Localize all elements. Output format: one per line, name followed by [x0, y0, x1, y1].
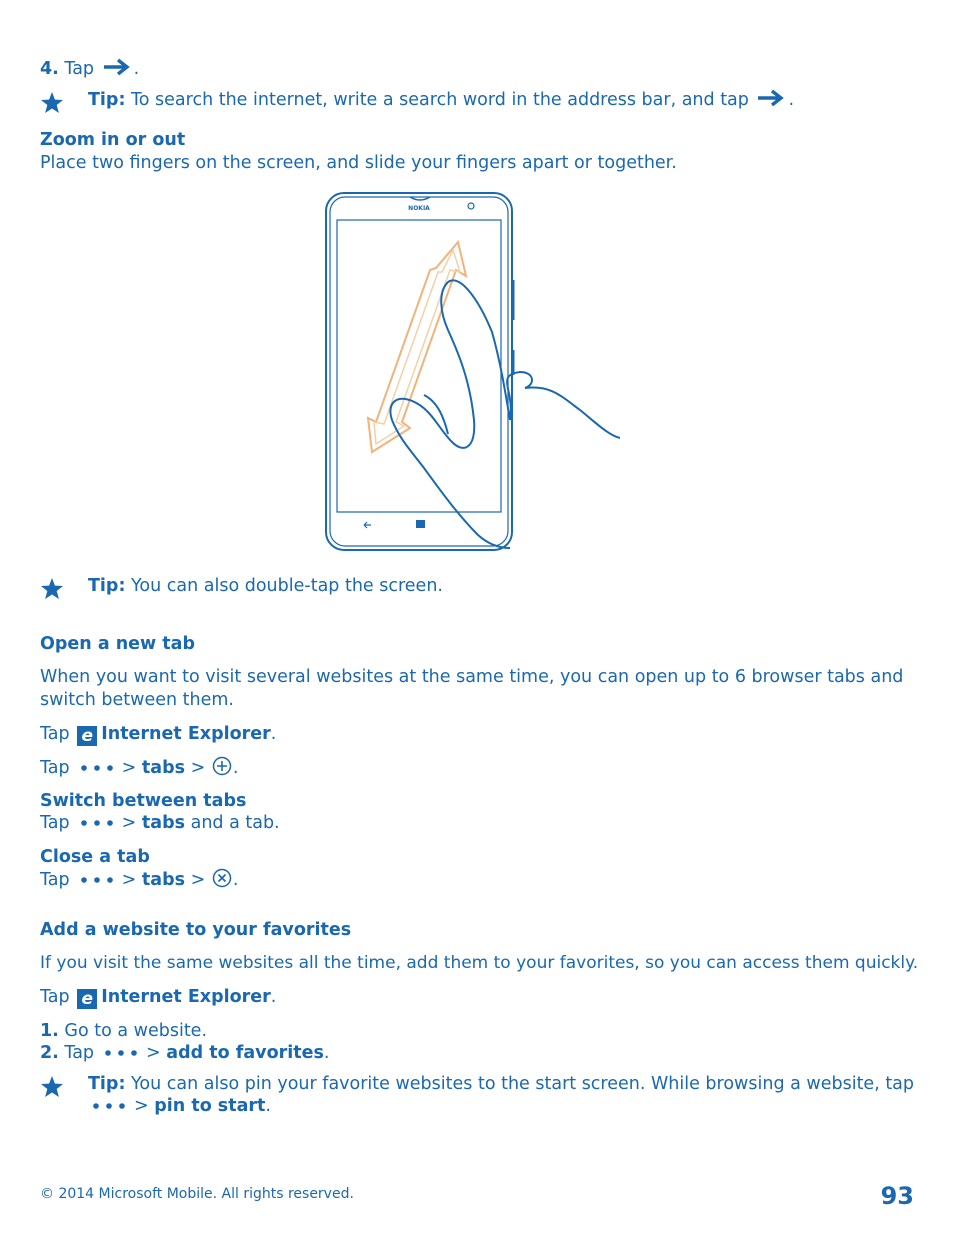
tip-text: To search the internet, write a search word in the address bar, and tap — [131, 90, 749, 110]
close-step: Tap > tabs > . — [40, 870, 239, 890]
pinch-arrow — [368, 242, 466, 452]
heading-zoom: Zoom in or out — [40, 130, 186, 150]
internet-explorer-label: Internet Explorer — [101, 724, 271, 744]
tabs-link: tabs — [141, 813, 186, 833]
internet-explorer-label: Internet Explorer — [101, 987, 271, 1007]
switch-step: Tap > tabs and a tab. — [40, 813, 280, 833]
heading-switch-tabs: Switch between tabs — [40, 791, 247, 811]
tabs-link: tabs — [141, 870, 186, 890]
newtab-step-add-tab: Tap > tabs > . — [40, 758, 239, 778]
star-icon — [40, 1075, 64, 1099]
tip-pin-to-start — [88, 1073, 914, 1095]
tabs-link: tabs — [141, 758, 186, 778]
internet-explorer-icon: e — [77, 726, 97, 746]
tip-search: Tip: To search the internet, write a search word in the address bar, and tap . — [88, 90, 795, 110]
heading-close-tab: Close a tab — [40, 847, 150, 867]
tip-double-tap — [88, 575, 443, 597]
tip-label: Tip: — [88, 1074, 126, 1094]
copyright: © 2014 Microsoft Mobile. All rights reserved. — [40, 1186, 354, 1202]
fav-step-1: 1. Go to a website. — [40, 1021, 208, 1041]
step-text: Tap — [64, 59, 95, 79]
tip-text: You can also double-tap the screen. — [131, 576, 443, 596]
fav-step-2: 2. Tap > add to favorites. — [40, 1043, 330, 1063]
more-dots-icon — [80, 819, 114, 827]
tip-pin-to-start-line2: > pin to start. — [88, 1095, 271, 1117]
newtab-step-open-ie: Tap e Internet Explorer. — [40, 724, 277, 746]
zoom-text: Place two fingers on the screen, and slide your fingers apart or together. — [40, 153, 677, 173]
fav-text: If you visit the same websites all the time, add them to your favorites, so you can access them quickly. — [40, 953, 919, 973]
internet-explorer-icon: e — [77, 989, 97, 1009]
star-icon — [40, 577, 64, 601]
step-number: 4. — [40, 59, 59, 79]
newtab-text-line1: When you want to visit several websites at the same time, you can open up to 6 browser tabs and — [40, 667, 904, 687]
forward-arrow-icon — [756, 89, 786, 107]
more-dots-icon — [92, 1102, 126, 1110]
step-4: 4. Tap . — [40, 59, 140, 79]
close-circle-icon — [212, 868, 232, 888]
tip-text: You can also pin your favorite websites to the start screen. While browsing a website, tap — [131, 1074, 915, 1094]
more-dots-icon — [80, 876, 114, 884]
heading-add-favorites: Add a website to your favorites — [40, 920, 352, 940]
more-dots-icon — [104, 1049, 138, 1057]
pin-to-start-link: pin to start — [154, 1096, 266, 1116]
add-to-favorites-link: add to favorites — [166, 1043, 324, 1063]
page-number: 93 — [880, 1182, 914, 1210]
tip-label: Tip: — [88, 90, 126, 110]
tip-label: Tip: — [88, 576, 126, 596]
newtab-text-line2: switch between them. — [40, 690, 234, 710]
star-icon — [40, 91, 64, 115]
forward-arrow-icon — [102, 58, 132, 76]
phone-brand: NOKIA — [408, 205, 430, 212]
add-circle-icon — [212, 756, 232, 776]
phone-pinch-illustration — [320, 190, 630, 555]
hand — [390, 280, 620, 548]
fav-step-open-ie: Tap e Internet Explorer. — [40, 987, 277, 1009]
more-dots-icon — [80, 764, 114, 772]
heading-open-new-tab: Open a new tab — [40, 634, 196, 654]
